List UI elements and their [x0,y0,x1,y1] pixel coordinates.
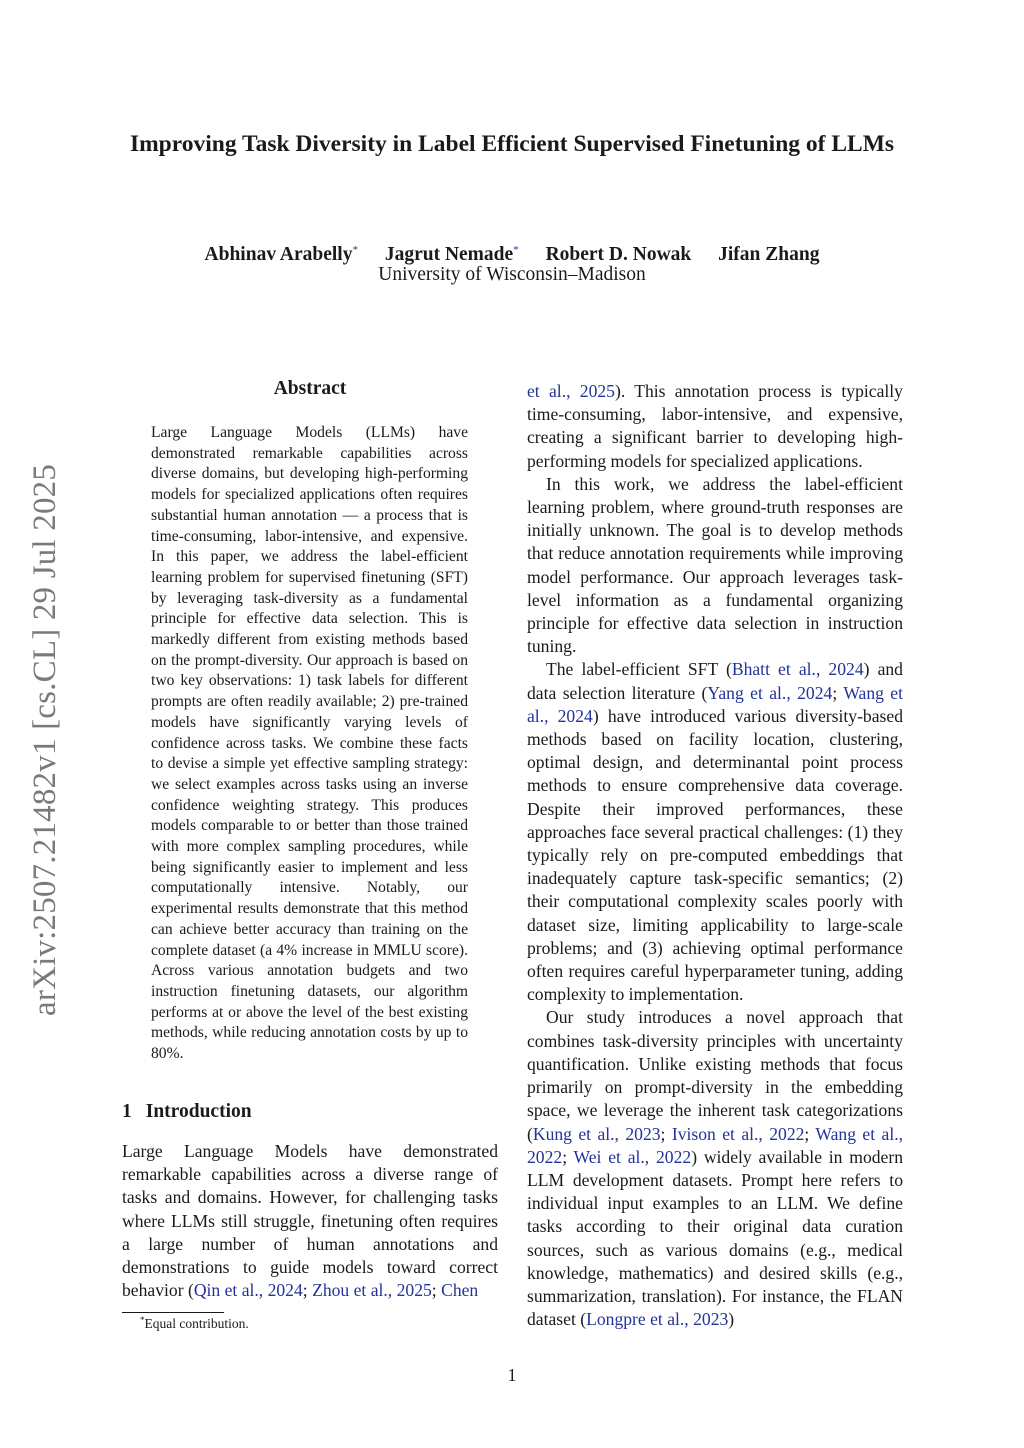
section-heading [122,1101,252,1123]
author [385,244,519,265]
abstract-text: Large Language Models (LLMs) have demonstrated remarkable capabilities across diverse domains, but developing high-performing models for specialized applications often requires substantial human annotation — a process that is time-consuming, labor-intensive, and expensive. In this paper, we address the label-efficient learning problem for supervised finetuning (SFT) by leveraging task-diversity as a fundamental principle for effective data selection. This is markedly different from existing methods based on the prompt-diversity. Our approach is based on two key observations: 1) task labels for different prompts are often readily available; 2) pre-trained models have significantly varying levels of confidence across tasks. We combine these facts to devise a simple yet effective sampling strategy: we select examples across tasks using an inverse confidence weighting strategy. This produces models comparable to or better than those trained with more complex sampling procedures, while being significantly easier to implement and less computationally intensive. Notably, our experimental results demonstrate that this method can achieve better accuracy than training on the complete dataset (a 4% increase in MMLU score). Across various annotation budgets and two instruction finetuning datasets, our algorithm performs at or above the level of the best existing methods, while reducing annotation costs by up to 80%. [151,424,468,1063]
paragraph-text: The label-efficient SFT ( [546,659,732,680]
citation-link[interactable]: Wei et al., 2022 [573,1146,692,1167]
footnote-mark: * [140,1315,145,1325]
author [205,244,358,265]
citation-link[interactable]: Chen [441,1280,479,1301]
citation-link[interactable]: Wang et al., 2022 [527,1123,904,1167]
citation-link[interactable]: Kung et al., 2023 [532,1123,661,1144]
section-title: Introduction [145,1101,252,1122]
footnote-divider [122,1312,224,1313]
citation-separator: ; [562,1146,574,1167]
paragraph-text: Large Language Models have demonstrated remarkable capabilities across a diverse range of tasks and domains. However, for challenging tasks where LLMs still struggle, finetuning often requires a large number of human annotations and demonstrations to guide models toward correct behavior ( [122,1141,498,1301]
paragraph [527,380,903,473]
citation-link[interactable]: Wang et al., 2024 [527,682,904,726]
author-name: Jagrut Nemade [384,244,514,265]
citation-link[interactable]: Zhou et al., 2025 [312,1280,432,1301]
paragraph-text: ) [728,1309,735,1330]
author [718,244,819,265]
section-number: 1 [122,1101,132,1122]
citation-link[interactable]: Bhatt et al., 2024 [731,659,864,680]
paragraph-text: Our study introduces a novel approach that combines task-diversity principles with uncertainty quantification. Unlike existing methods that focus primarily on prompt-diversity in the embedding space, we leverage the inherent task categorizations ( [527,1007,903,1144]
citation-link[interactable]: Qin et al., 2024 [193,1280,303,1301]
equal-contribution-mark[interactable]: * [352,244,358,256]
citation-separator: ; [302,1280,313,1301]
abstract-heading: Abstract [273,378,347,399]
author-name: Jifan Zhang [718,244,820,265]
paragraph-text: ) widely available in modern LLM development datasets. Prompt here refers to individual input examples to an LLM. We define tasks according to their original data curation sources, such as various domains (e.g., medical knowledge, mathematics) and desired skills (e.g., summarization, translation). For instance, the FLAN dataset ( [527,1146,904,1330]
citation-link[interactable]: Yang et al., 2024 [707,682,833,703]
author-name: Abhinav Arabelly [204,244,353,265]
citation-separator: ; [431,1280,442,1301]
paragraph-text: ). This annotation process is typically time-consuming, labor-intensive, and expensive, creating a significant barrier to developing high-performing models for specialized applications. [527,381,903,471]
author [546,244,692,265]
footnote-text: Equal contribution. [144,1316,249,1331]
citation-link[interactable]: et al., 2025 [527,381,615,401]
citation-link[interactable]: Longpre et al., 2023 [586,1309,729,1330]
page-number: 1 [507,1365,517,1385]
paragraph [527,658,903,1006]
equal-contribution-mark[interactable]: * [513,244,519,256]
arxiv-identifier-stamp: arXiv:2507.21482v1 [cs.CL] 29 Jul 2025 [27,463,63,1016]
citation-link[interactable]: Ivison et al., 2022 [671,1123,805,1144]
citation-separator: ; [660,1123,672,1144]
citation-separator: ; [804,1123,816,1144]
intro-right-column [527,380,903,1331]
citation-separator: ; [832,682,844,703]
paragraph: In this work, we address the label-efficient learning problem, where ground-truth responses are initially unknown. The goal is to develop methods that reduce annotation requirements while improving model performance. Our approach leverages task-level information as a fundamental organizing principle for effective data selection in instruction tuning. [527,473,903,657]
paper-title: Improving Task Diversity in Label Efficient Supervised Finetuning of LLMs [129,131,895,157]
footnote [140,1315,249,1332]
paragraph [527,1006,903,1331]
author-name: Robert D. Nowak [545,244,692,265]
paragraph-text: ) have introduced various diversity-based methods based on facility location, clustering, optimal design, and determinantal point process methods to ensure comprehensive data coverage. Despite their improved performances, these approaches face several practical challenges: (1) they typically rely on pre-computed embeddings that inadequately capture task-specific semantics; (2) their computational complexity scales poorly with dataset size, limiting applicability to large-scale problems; and (3) achieving optimal performance often requires careful hyperparameter tuning, adding complexity to implementation. [527,705,903,1005]
intro-paragraph-left [122,1140,498,1302]
affiliation: University of Wisconsin–Madison [378,264,646,285]
paragraph-text: ) and data selection literature ( [527,659,903,703]
